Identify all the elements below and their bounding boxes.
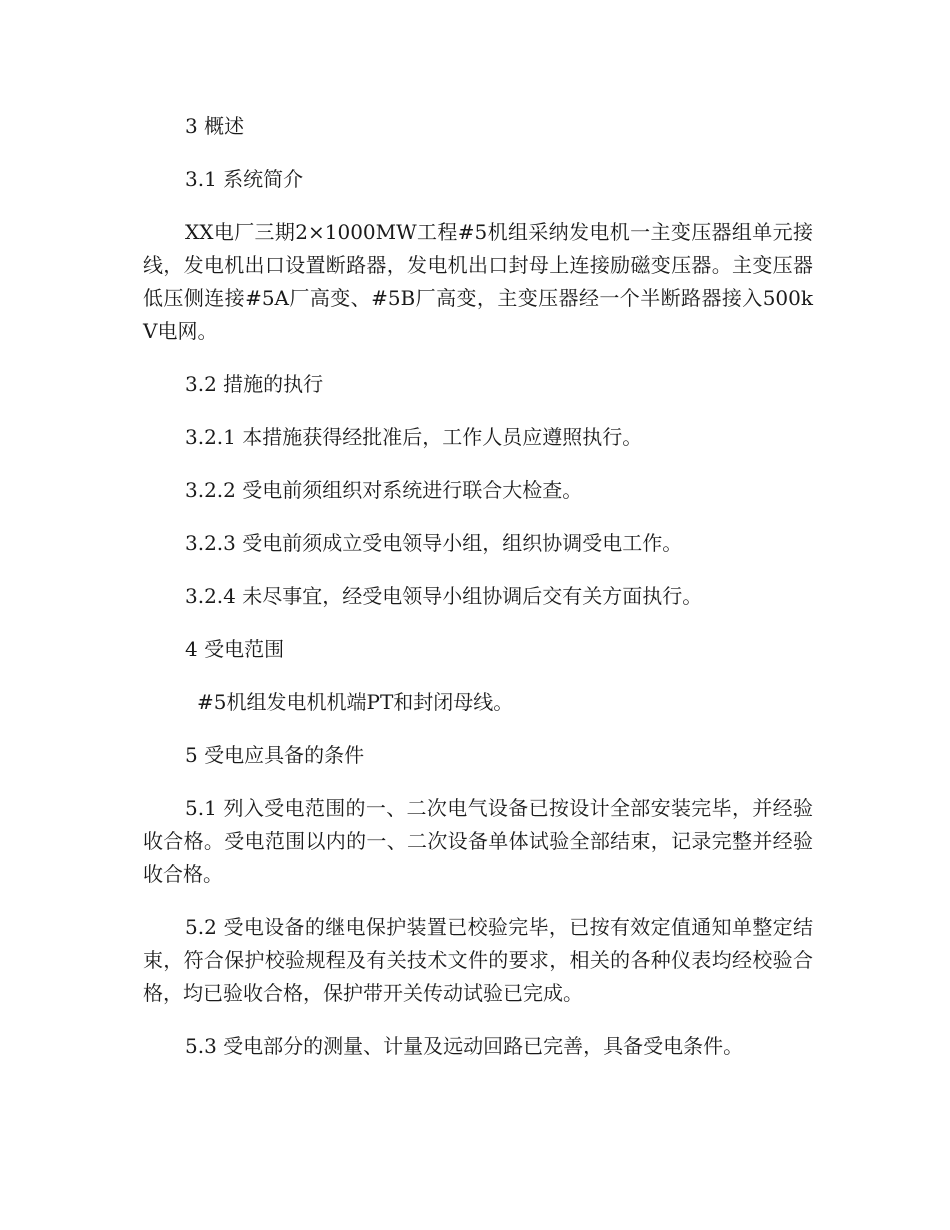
document-body	[143, 110, 813, 1083]
item-3-2-4: 3.2.4 未尽事宜，经受电领导小组协调后交有关方面执行。	[185, 584, 703, 608]
item-3-2-2: 3.2.2 受电前须组织对系统进行联合大检查。	[185, 478, 583, 502]
paragraph-system-intro: XX电厂三期2×1000MW工程#5机组采纳发电机一主变压器组单元接线，发电机出口设置断路器，发电机出口封母上连接励磁变压器。主变压器低压侧连接#5A厂高变、#5B厂高变，主变压器经一个半断路器接入500kV电网。	[143, 220, 813, 343]
paragraph-power-range: #5机组发电机机端PT和封闭母线。	[197, 690, 514, 714]
item-3-2-1: 3.2.1 本措施获得经批准后，工作人员应遵照执行。	[185, 425, 643, 449]
section-heading-4: 4 受电范围	[185, 637, 285, 661]
section-heading-3-2: 3.2 措施的执行	[185, 372, 324, 396]
paragraph-5-2: 5.2 受电设备的继电保护装置已校验完毕，已按有效定值通知单整定结束，符合保护校验规程及有关技术文件的要求，相关的各种仪表均经校验合格，均已验收合格，保护带开关传动试验已完成。	[143, 915, 813, 1005]
section-heading-3-1: 3.1 系统简介	[185, 167, 304, 191]
section-heading-5: 5 受电应具备的条件	[185, 743, 365, 767]
item-3-2-3: 3.2.3 受电前须成立受电领导小组，组织协调受电工作。	[185, 531, 683, 555]
paragraph-5-1: 5.1 列入受电范围的一、二次电气设备已按设计全部安装完毕，并经验收合格。受电范围以内的一、二次设备单体试验全部结束，记录完整并经验收合格。	[143, 796, 813, 886]
section-heading-3: 3 概述	[185, 114, 245, 138]
paragraph-5-3: 5.3 受电部分的测量、计量及远动回路已完善，具备受电条件。	[185, 1034, 744, 1058]
